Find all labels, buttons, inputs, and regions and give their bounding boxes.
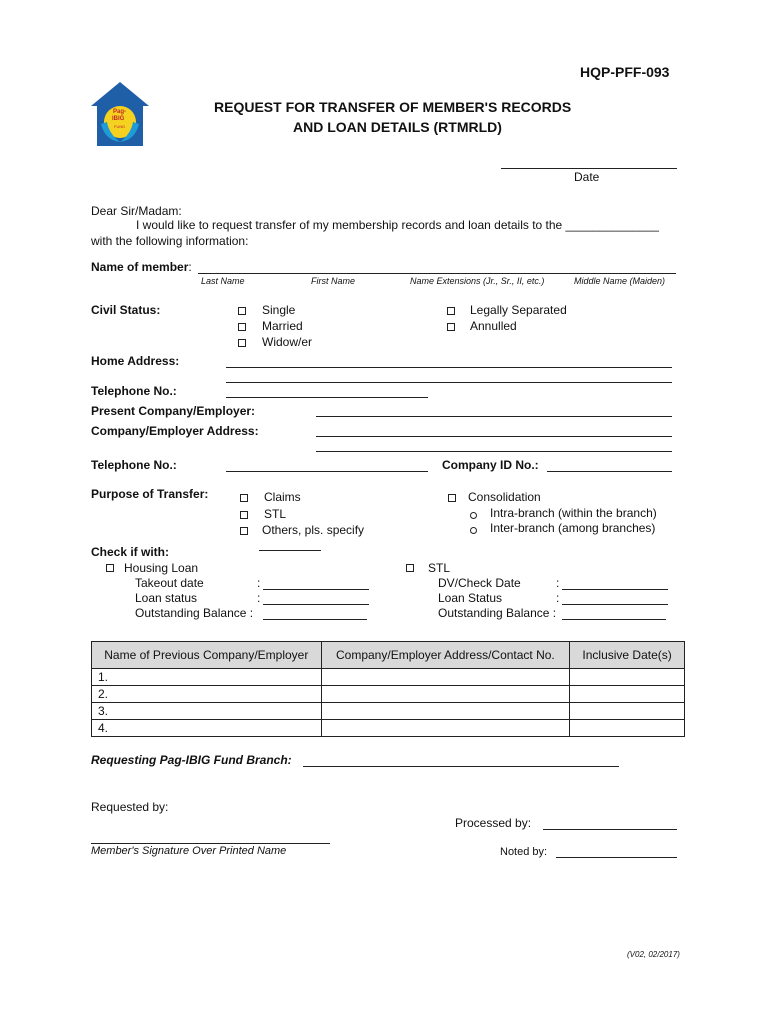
present-company-field[interactable] xyxy=(316,416,672,417)
table-cell-employer[interactable]: 1. xyxy=(92,669,322,686)
stl-loan-label: STL xyxy=(428,561,451,575)
pag-ibig-logo xyxy=(89,80,151,148)
date-label: Date xyxy=(574,170,600,184)
form-code: HQP-PFF-093 xyxy=(580,64,670,80)
table-cell-address[interactable] xyxy=(321,686,570,703)
home-address-field-1[interactable] xyxy=(226,367,672,368)
table-cell-address[interactable] xyxy=(321,720,570,737)
intra-branch-label: Intra-branch (within the branch) xyxy=(490,506,657,520)
stl-purpose-label: STL xyxy=(264,507,287,521)
sub-middle-name: Middle Name (Maiden) xyxy=(574,276,666,286)
housing-loan-label: Housing Loan xyxy=(124,561,199,575)
housing-loan-status-colon: : xyxy=(257,591,261,605)
logo-text-3: FUND xyxy=(114,124,126,129)
requested-by-label: Requested by: xyxy=(91,800,169,814)
stl-loan-status-colon: : xyxy=(556,591,560,605)
table-cell-address[interactable] xyxy=(321,703,570,720)
check-if-with-label: Check if with: xyxy=(91,545,170,559)
table-cell-employer[interactable]: 4. xyxy=(92,720,322,737)
letter-body-line1: I would like to request transfer of my membership records and loan details to the ______________ xyxy=(136,218,659,232)
table-cell-dates[interactable] xyxy=(570,686,685,703)
member-signature-field[interactable] xyxy=(91,843,330,844)
single-checkbox[interactable] xyxy=(238,307,246,315)
stl-loan-checkbox[interactable] xyxy=(406,564,414,572)
consolidation-label: Consolidation xyxy=(468,490,541,504)
table-header: Inclusive Date(s) xyxy=(570,642,685,669)
widower-checkbox[interactable] xyxy=(238,339,246,347)
form-title-line2: AND LOAN DETAILS (RTMRLD) xyxy=(293,119,502,135)
table-header-row xyxy=(92,642,685,669)
noted-by-label: Noted by: xyxy=(500,846,548,858)
table-cell-dates[interactable] xyxy=(570,703,685,720)
housing-balance-field[interactable] xyxy=(263,619,367,620)
inter-branch-option[interactable] xyxy=(470,527,477,534)
takeout-date-field[interactable] xyxy=(263,589,369,590)
housing-loan-status-field[interactable] xyxy=(263,604,369,605)
company-id-field[interactable] xyxy=(547,471,672,472)
telephone-field-2[interactable] xyxy=(226,471,428,472)
member-name-field[interactable] xyxy=(198,273,676,274)
consolidation-checkbox[interactable] xyxy=(448,494,456,502)
married-checkbox[interactable] xyxy=(238,323,246,331)
present-company-label: Present Company/Employer: xyxy=(91,404,256,418)
noted-by-field[interactable] xyxy=(556,857,677,858)
company-address-field-2[interactable] xyxy=(316,451,672,452)
member-name-label: Name of member: xyxy=(91,260,192,274)
sub-name-extension: Name Extensions (Jr., Sr., II, etc.) xyxy=(410,276,545,286)
sub-first-name: First Name xyxy=(311,276,356,286)
company-address-field-1[interactable] xyxy=(316,436,672,437)
stl-balance-field[interactable] xyxy=(562,619,666,620)
stl-loan-status-field[interactable] xyxy=(562,604,668,605)
table-cell-employer[interactable]: 2. xyxy=(92,686,322,703)
home-address-field-2[interactable] xyxy=(226,382,672,383)
dv-check-date-field[interactable] xyxy=(562,589,668,590)
date-line[interactable] xyxy=(501,168,677,169)
table-header: Company/Employer Address/Contact No. xyxy=(321,642,570,669)
table-cell-dates[interactable] xyxy=(570,720,685,737)
housing-loan-status-label: Loan status xyxy=(135,591,198,605)
table-header: Name of Previous Company/Employer xyxy=(92,642,322,669)
takeout-date-colon: : xyxy=(257,576,261,590)
others-checkbox[interactable] xyxy=(240,527,248,535)
letter-body-line2: with the following information: xyxy=(91,234,249,248)
previous-employers-table xyxy=(91,641,685,737)
salutation: Dear Sir/Madam: xyxy=(91,204,182,218)
housing-balance-label: Outstanding Balance : xyxy=(135,606,254,620)
processed-by-field[interactable] xyxy=(543,829,677,830)
table-cell-dates[interactable] xyxy=(570,669,685,686)
version-label: (V02, 02/2017) xyxy=(627,950,680,959)
inter-branch-label: Inter-branch (among branches) xyxy=(490,521,656,535)
civil-status-label: Civil Status: xyxy=(91,303,161,317)
telephone-field-1[interactable] xyxy=(226,397,428,398)
widower-label: Widow/er xyxy=(262,335,313,349)
table-row xyxy=(92,720,685,737)
stl-purpose-checkbox[interactable] xyxy=(240,511,248,519)
housing-loan-checkbox[interactable] xyxy=(106,564,114,572)
claims-checkbox[interactable] xyxy=(240,494,248,502)
annulled-label: Annulled xyxy=(470,319,517,333)
company-id-label: Company ID No.: xyxy=(442,458,539,472)
telephone-label-1: Telephone No.: xyxy=(91,384,177,398)
annulled-checkbox[interactable] xyxy=(447,323,455,331)
single-label: Single xyxy=(262,303,296,317)
table-row xyxy=(92,686,685,703)
logo-text-2: IBIG xyxy=(112,116,125,122)
logo-text-1: Pag- xyxy=(113,109,127,115)
dv-check-date-label: DV/Check Date xyxy=(438,576,521,590)
sub-last-name: Last Name xyxy=(201,276,245,286)
home-address-label: Home Address: xyxy=(91,354,180,368)
table-cell-address[interactable] xyxy=(321,669,570,686)
stl-loan-status-label: Loan Status xyxy=(438,591,503,605)
purpose-label: Purpose of Transfer: xyxy=(91,487,209,501)
claims-label: Claims xyxy=(264,490,301,504)
requesting-branch-field[interactable] xyxy=(303,766,619,767)
dv-check-date-colon: : xyxy=(556,576,560,590)
form-title-line1: REQUEST FOR TRANSFER OF MEMBER'S RECORDS xyxy=(214,99,572,115)
requesting-branch-label: Requesting Pag-IBIG Fund Branch: xyxy=(91,753,292,767)
others-label: Others, pls. specify xyxy=(262,523,365,537)
telephone-label-2: Telephone No.: xyxy=(91,458,177,472)
legally-separated-checkbox[interactable] xyxy=(447,307,455,315)
takeout-date-label: Takeout date xyxy=(135,576,204,590)
table-cell-employer[interactable]: 3. xyxy=(92,703,322,720)
married-label: Married xyxy=(262,319,303,333)
table-row xyxy=(92,703,685,720)
others-specify-field[interactable] xyxy=(259,550,321,551)
stl-balance-label: Outstanding Balance : xyxy=(438,606,557,620)
table-row xyxy=(92,669,685,686)
signature-caption: Member's Signature Over Printed Name xyxy=(91,845,287,857)
intra-branch-option[interactable] xyxy=(470,512,477,519)
company-address-label: Company/Employer Address: xyxy=(91,424,259,438)
legally-separated-label: Legally Separated xyxy=(470,303,567,317)
processed-by-label: Processed by: xyxy=(455,816,532,830)
